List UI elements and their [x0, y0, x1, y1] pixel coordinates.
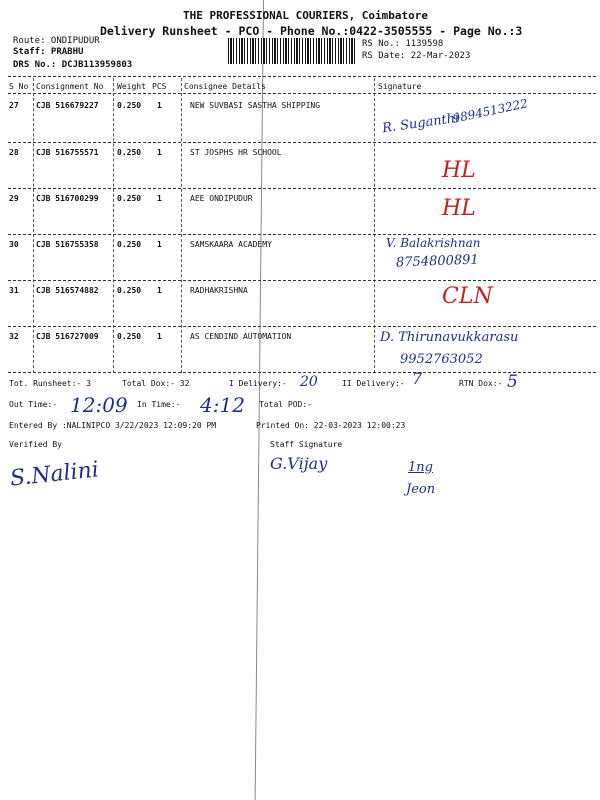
row-sno: 32	[9, 332, 19, 341]
col-sno: S No	[9, 82, 29, 91]
runsheet-subtitle: Delivery Runsheet - PCO - Phone No.:0422-3505555 - Page No.:3	[100, 24, 523, 38]
staff-signature: G.Vijay	[270, 454, 328, 473]
rtn-dox-label: RTN Dox:-	[459, 379, 503, 388]
ii-delivery-label: II Delivery:-	[342, 379, 405, 388]
rs-date: RS Date: 22-Mar-2023	[362, 51, 471, 61]
column-rule	[33, 78, 34, 373]
row-sno: 27	[9, 101, 19, 110]
row-divider	[8, 326, 596, 327]
verified-by-label: Verified By	[9, 440, 62, 449]
row-consignee: AEE ONDIPUDUR	[190, 194, 253, 203]
barcode	[228, 38, 356, 64]
route-label: Route: ONDIPUDUR	[13, 36, 100, 46]
row-consignment: CJB 516700299	[36, 194, 99, 203]
row-consignee: ST JOSPHS HR SCHOOL	[190, 148, 282, 157]
handwritten-phone: 9894513222	[451, 96, 529, 126]
column-rule	[113, 78, 114, 373]
row-divider	[8, 234, 596, 235]
row-pcs: 1	[157, 332, 162, 341]
staff-label: Staff: PRABHU	[13, 47, 84, 57]
col-consignment: Consignment No	[36, 82, 104, 91]
handwritten-signature: CLN	[442, 284, 493, 309]
printed-on: Printed On: 22-03-2023 12:00:23	[256, 421, 406, 430]
handwritten-signature: V. Balakrishnan	[386, 236, 481, 250]
rs-number: RS No.: 1139598	[362, 39, 444, 49]
row-pcs: 1	[157, 194, 162, 203]
in-time-label: In Time:-	[137, 400, 181, 409]
row-divider	[8, 280, 596, 281]
handwritten-signature: HL	[442, 196, 476, 221]
row-sno: 30	[9, 240, 19, 249]
drs-number: DRS No.: DCJB113959803	[13, 60, 133, 70]
row-consignment: CJB 516755571	[36, 148, 99, 157]
handwritten-signature: D. Thirunavukkarasu	[380, 330, 519, 345]
row-divider	[8, 188, 596, 189]
row-sno: 31	[9, 286, 19, 295]
row-weight: 0.250	[117, 194, 142, 203]
verifier-signature: S.Nalini	[8, 457, 101, 492]
i-delivery-value: 20	[300, 374, 318, 390]
row-pcs: 1	[157, 101, 162, 110]
in-time-value: 4:12	[200, 393, 245, 417]
divider	[8, 93, 596, 94]
row-weight: 0.250	[117, 101, 142, 110]
extra-signature: 1ng	[408, 460, 433, 475]
out-time-value: 12:09	[70, 393, 128, 417]
handwritten-phone: 9952763052	[400, 352, 483, 367]
total-pod-label: Total POD:-	[259, 400, 312, 409]
row-weight: 0.250	[117, 148, 142, 157]
row-consignment: CJB 516574882	[36, 286, 99, 295]
col-signature: Signature	[378, 82, 422, 91]
total-dox: Total Dox:- 32	[122, 379, 190, 388]
rtn-dox-value: 5	[507, 372, 518, 392]
row-weight: 0.250	[117, 286, 142, 295]
row-divider	[8, 142, 596, 143]
col-pcs: PCS	[152, 82, 167, 91]
row-pcs: 1	[157, 148, 162, 157]
row-sno: 28	[9, 148, 19, 157]
row-pcs: 1	[157, 286, 162, 295]
row-pcs: 1	[157, 240, 162, 249]
company-title: THE PROFESSIONAL COURIERS, Coimbatore	[183, 9, 429, 22]
col-consignee: Consignee Details	[184, 82, 266, 91]
row-consignment: CJB 516679227	[36, 101, 99, 110]
divider	[8, 76, 596, 77]
row-consignee: NEW SUVBASI SASTHA SHIPPING	[190, 101, 321, 110]
col-weight: Weight	[117, 82, 146, 91]
row-consignment: CJB 516727009	[36, 332, 99, 341]
extra-signature: Jeon	[406, 482, 436, 497]
row-weight: 0.250	[117, 240, 142, 249]
column-rule	[181, 78, 182, 373]
total-runsheet: Tot. Runsheet:- 3	[9, 379, 91, 388]
row-consignee: AS CENDIND AUTOMATION	[190, 332, 292, 341]
handwritten-signature: HL	[442, 158, 476, 183]
row-consignment: CJB 516755358	[36, 240, 99, 249]
row-consignee: RADHAKRISHNA	[190, 286, 248, 295]
out-time-label: Out Time:-	[9, 400, 58, 409]
staff-signature-label: Staff Signature	[270, 440, 343, 449]
row-sno: 29	[9, 194, 19, 203]
entered-by: Entered By :NALINIPCO 3/22/2023 12:09:20 PM	[9, 421, 217, 430]
row-consignee: SAMSKAARA ACADEMY	[190, 240, 272, 249]
handwritten-signature: R. Suganthi	[381, 110, 461, 137]
ii-delivery-value: 7	[412, 369, 423, 388]
i-delivery-label: I Delivery:-	[229, 379, 287, 388]
column-rule	[374, 78, 375, 373]
row-weight: 0.250	[117, 332, 142, 341]
handwritten-phone: 8754800891	[395, 252, 479, 271]
